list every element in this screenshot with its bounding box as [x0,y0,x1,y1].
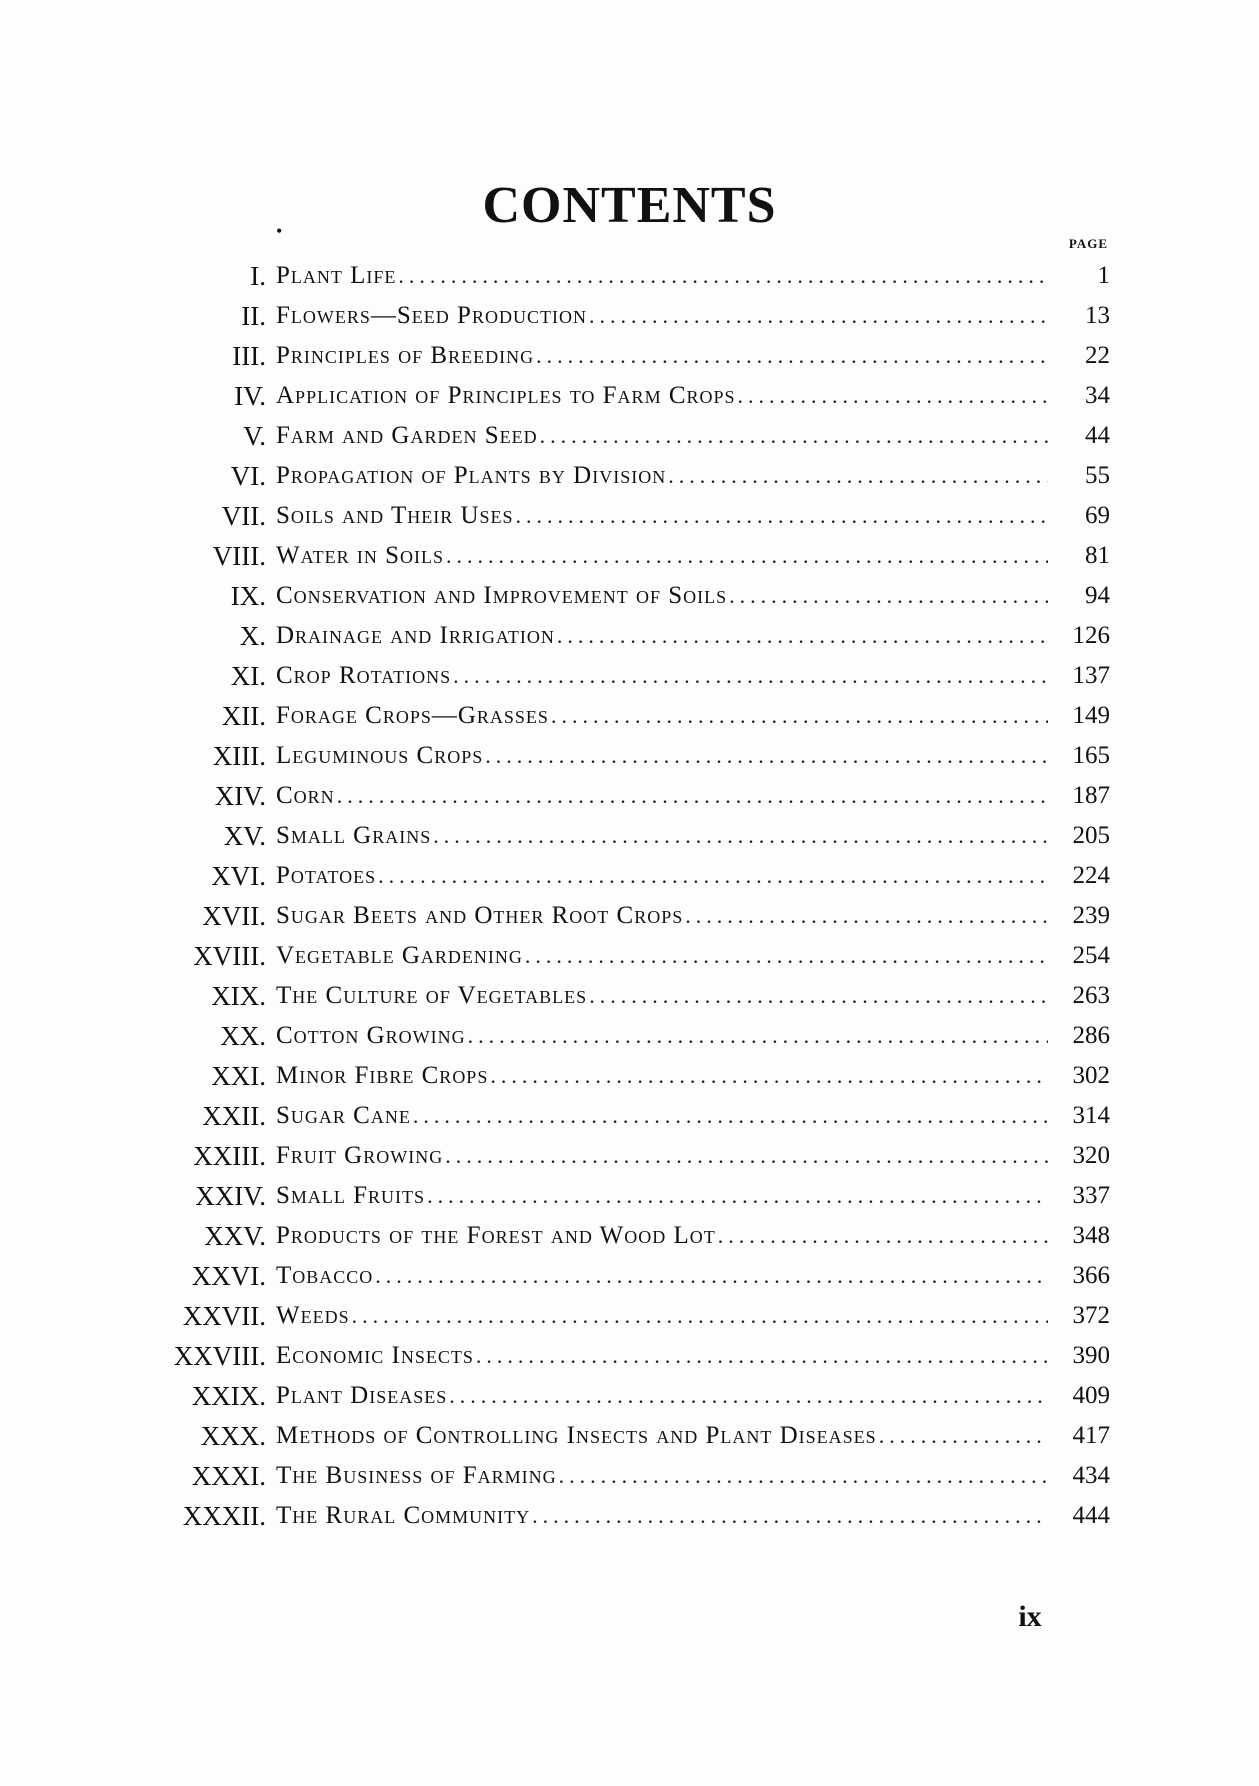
chapter-number: XXX. [200,1421,266,1451]
dot-leader [352,1296,1048,1336]
chapter-page-number: 320 [1072,1142,1110,1169]
toc-entry [0,976,1259,1016]
toc-entry [0,416,1259,456]
dot-leader [729,576,1048,616]
dot-leader [427,1176,1048,1216]
chapter-number: XXVI. [191,1261,266,1291]
dot-leader [446,536,1048,576]
chapter-title: Conservation and Improvement of Soils [276,582,728,609]
chapter-page-number: 22 [1085,342,1110,369]
chapter-number: XXIV. [195,1181,266,1211]
chapter-title: Cotton Growing [276,1022,466,1049]
dot-leader [559,1456,1048,1496]
chapter-title: Plant Life [276,262,397,289]
toc-entry [0,1136,1259,1176]
chapter-title-cell [276,1176,1048,1216]
chapter-page-number: 444 [1072,1502,1110,1529]
chapter-title-cell [276,536,1048,576]
chapter-number: XI. [230,661,266,691]
chapter-number: XV. [223,821,266,851]
dot-leader [433,816,1048,856]
chapter-number: VI. [230,461,266,491]
toc-entry [0,776,1259,816]
table-of-contents [0,256,1259,1536]
page-number: ix [1018,1600,1042,1633]
chapter-title-cell [276,456,1048,496]
chapter-title-cell [276,656,1048,696]
chapter-number: VIII. [212,541,266,571]
toc-entry [0,256,1259,296]
toc-entry [0,376,1259,416]
chapter-number: XIII. [212,741,266,771]
chapter-title: Propagation of Plants by Division [276,462,667,489]
toc-entry [0,1256,1259,1296]
chapter-number: IX. [230,581,266,611]
chapter-page-number: 348 [1072,1222,1110,1249]
chapter-number: XXVIII. [173,1341,266,1371]
chapter-number: XX. [220,1021,266,1051]
chapter-page-number: 55 [1085,462,1110,489]
chapter-title: Sugar Beets and Other Root Crops [276,902,684,929]
chapter-number: II. [241,301,266,331]
chapter-title: Minor Fibre Crops [276,1062,489,1089]
dot-leader [398,256,1048,296]
chapter-title-cell [276,1096,1048,1136]
toc-entry [0,1336,1259,1376]
toc-entry [0,1416,1259,1456]
dot-leader [490,1056,1048,1096]
chapter-title: Methods of Controlling Insects and Plant Diseases [276,1422,877,1449]
chapter-page-number: 137 [1072,662,1110,689]
chapter-number: XII. [221,701,266,731]
toc-entry [0,696,1259,736]
chapter-title: Small Fruits [276,1182,426,1209]
dot-leader [685,896,1048,936]
toc-entry [0,656,1259,696]
chapter-number: XVIII. [193,941,266,971]
chapter-title: Sugar Cane [276,1102,411,1129]
chapter-page-number: 165 [1072,742,1110,769]
toc-entry [0,296,1259,336]
toc-entry [0,336,1259,376]
chapter-page-number: 187 [1072,782,1110,809]
chapter-page-number: 69 [1085,502,1110,529]
chapter-page-number: 302 [1072,1062,1110,1089]
chapter-title: Application of Principles to Farm Crops [276,382,736,409]
chapter-page-number: 81 [1085,542,1110,569]
chapter-title-cell [276,336,1048,376]
chapter-page-number: 44 [1085,422,1110,449]
page-title: CONTENTS [482,177,777,234]
dot-leader [532,1496,1048,1536]
chapter-page-number: 1 [1097,262,1110,289]
chapter-page-number: 372 [1072,1302,1110,1329]
chapter-title: Potatoes [276,862,377,889]
chapter-title: Vegetable Gardening [276,942,523,969]
chapter-number: XXIX. [191,1381,266,1411]
chapter-page-number: 286 [1072,1022,1110,1049]
chapter-title-cell [276,896,1048,936]
chapter-page-number: 126 [1072,622,1110,649]
toc-entry [0,496,1259,536]
toc-entry [0,896,1259,936]
chapter-title: The Culture of Vegetables [276,982,588,1009]
dot-leader [378,856,1048,896]
page-column-label: PAGE [1068,236,1108,251]
chapter-title-cell [276,1376,1048,1416]
chapter-page-number: 254 [1072,942,1110,969]
chapter-title-cell [276,256,1048,296]
chapter-title-cell [276,1056,1048,1096]
dot-leader [557,616,1048,656]
chapter-title-cell [276,1216,1048,1256]
toc-entry [0,1296,1259,1336]
dot-leader [551,696,1048,736]
dot-leader [668,456,1048,496]
stray-mark: • [276,221,283,241]
chapter-page-number: 417 [1072,1422,1110,1449]
chapter-number: XIV. [214,781,266,811]
chapter-number: V. [243,421,266,451]
dot-leader [738,376,1048,416]
toc-entry [0,616,1259,656]
chapter-number: XVI. [211,861,266,891]
toc-entry [0,1056,1259,1096]
chapter-page-number: 94 [1085,582,1110,609]
chapter-title-cell [276,1456,1048,1496]
chapter-title-cell [276,1416,1048,1456]
chapter-page-number: 337 [1072,1182,1110,1209]
toc-entry [0,1096,1259,1136]
chapter-title: Corn [276,782,335,809]
dot-leader [589,296,1048,336]
chapter-number: XXIII. [193,1141,266,1171]
chapter-title: Soils and Their Uses [276,502,514,529]
dot-leader [879,1416,1048,1456]
dot-leader [337,776,1048,816]
toc-entry [0,536,1259,576]
chapter-page-number: 409 [1072,1382,1110,1409]
chapter-title-cell [276,1296,1048,1336]
toc-entry [0,856,1259,896]
chapter-title-cell [276,1256,1048,1296]
chapter-number: XIX. [211,981,266,1011]
dot-leader [589,976,1048,1016]
chapter-number: XXI. [211,1061,266,1091]
chapter-title-cell [276,736,1048,776]
chapter-title-cell [276,296,1048,336]
toc-entry [0,816,1259,856]
dot-leader [540,416,1048,456]
chapter-title: Weeds [276,1302,350,1329]
dot-leader [375,1256,1048,1296]
dot-leader [485,736,1048,776]
chapter-number: XXVII. [182,1301,266,1331]
toc-entry [0,1456,1259,1496]
dot-leader [468,1016,1048,1056]
chapter-title: Flowers—Seed Production [276,302,587,329]
chapter-title: Farm and Garden Seed [276,422,538,449]
dot-leader [445,1136,1048,1176]
chapter-number: XXII. [202,1101,266,1131]
toc-entry [0,1376,1259,1416]
toc-entry [0,936,1259,976]
chapter-title-cell [276,1336,1048,1376]
dot-leader [536,336,1048,376]
chapter-title: Plant Diseases [276,1382,448,1409]
chapter-title: Small Grains [276,822,432,849]
dot-leader [525,936,1048,976]
chapter-number: XXV. [204,1221,266,1251]
chapter-title-cell [276,1136,1048,1176]
chapter-page-number: 434 [1072,1462,1110,1489]
toc-entry [0,1016,1259,1056]
chapter-number: XXXII. [182,1501,266,1531]
chapter-title: Crop Rotations [276,662,452,689]
chapter-number: III. [232,341,266,371]
chapter-page-number: 205 [1072,822,1110,849]
dot-leader [516,496,1048,536]
chapter-number: VII. [221,501,266,531]
chapter-number: IV. [234,381,266,411]
dot-leader [449,1376,1048,1416]
chapter-title-cell [276,936,1048,976]
chapter-title-cell [276,616,1048,656]
chapter-title: The Rural Community [276,1502,531,1529]
chapter-title: Economic Insects [276,1342,474,1369]
chapter-number: XVII. [202,901,266,931]
dot-leader [476,1336,1048,1376]
chapter-number: X. [239,621,266,651]
toc-entry [0,736,1259,776]
chapter-title-cell [276,976,1048,1016]
chapter-page-number: 13 [1085,302,1110,329]
chapter-title-cell [276,496,1048,536]
toc-entry [0,576,1259,616]
dot-leader [453,656,1048,696]
chapter-title: Products of the Forest and Wood Lot [276,1222,716,1249]
chapter-title-cell [276,816,1048,856]
chapter-title-cell [276,856,1048,896]
chapter-number: I. [250,261,266,291]
chapter-title: Leguminous Crops [276,742,484,769]
chapter-title: Tobacco [276,1262,374,1289]
chapter-title: Fruit Growing [276,1142,444,1169]
chapter-title-cell [276,416,1048,456]
chapter-title: Principles of Breeding [276,342,535,369]
chapter-title-cell [276,776,1048,816]
chapter-page-number: 314 [1072,1102,1110,1129]
chapter-page-number: 239 [1072,902,1110,929]
toc-entry [0,456,1259,496]
chapter-title: Forage Crops—Grasses [276,702,549,729]
chapter-title: Water in Soils [276,542,444,569]
chapter-title-cell [276,1016,1048,1056]
toc-entry [0,1176,1259,1216]
chapter-title: The Business of Farming [276,1462,557,1489]
chapter-number: XXXI. [191,1461,266,1491]
chapter-title-cell [276,1496,1048,1536]
chapter-title-cell [276,696,1048,736]
chapter-title-cell [276,576,1048,616]
chapter-page-number: 366 [1072,1262,1110,1289]
toc-entry [0,1216,1259,1256]
chapter-page-number: 149 [1072,702,1110,729]
chapter-title-cell [276,376,1048,416]
chapter-page-number: 34 [1085,382,1110,409]
toc-entry [0,1496,1259,1536]
chapter-page-number: 263 [1072,982,1110,1009]
dot-leader [413,1096,1048,1136]
chapter-page-number: 224 [1072,862,1110,889]
dot-leader [718,1216,1048,1256]
chapter-title: Drainage and Irrigation [276,622,555,649]
chapter-page-number: 390 [1072,1342,1110,1369]
